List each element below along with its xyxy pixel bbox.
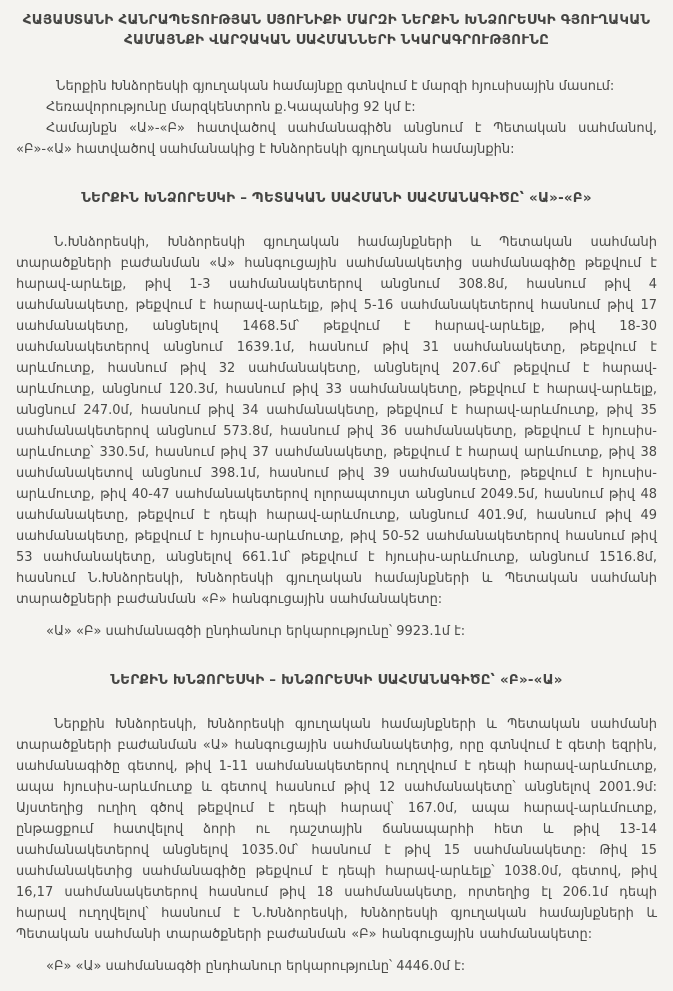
section-state-border-total-length: «Ա» «Բ» սահմանագծի ընդհանուր երկարությունը՝ 9923.1մ է: — [46, 624, 466, 639]
document-title-line1: ՀԱՅԱՍՏԱՆԻ ՀԱՆՐԱՊԵՏՈՒԹՅԱՆ ՍՅՈՒՆԻՔԻ ՄԱՐԶԻ ՆԵՐՔԻՆ ԽՆՁՈՐԵՍԿԻ ԳՅՈՒՂԱԿԱՆ — [22, 12, 651, 28]
section-khndzoresk-heading: ՆԵՐՔԻՆ ԽՆՁՈՐԵՍԿԻ – ԽՆՁՈՐԵՍԿԻ ՍԱՀՄԱՆԱԳԻԾԸ՝ «Բ»-«Ա» — [110, 672, 563, 688]
intro-location-sentence: Ներքին Խնձորեսկի գյուղական համայնքը գտնվում է մարզի հյուսիսային մասում: — [56, 79, 615, 94]
section-khndzoresk-body: Ներքին Խնձորեսկի, Խնձորեսկի գյուղական համայնքների և Պետական սահմանի տարածքների բաժանման «Ա» հանգուցային սահմանակետից, որը գտնվում է գետի եզրին, սահմանագիծը գետով, թիվ 1-11 սահմանակետերով ուղղվում է դեպի հարավ-արևմուտք, ապա հյուսիս-արևմուտք և գետով հասնում թիվ 12 սահմանակետը՝ անցնելով 2001.9մ: Այստեղից ուղիղ գծով թեքվում է դեպի հարավ՝ 167.0մ, ապա հարավ-արևմուտք, ընթացքում հատվելով ձորի ու դաշտային ճանապարհի հետ և թիվ 13-14 սահմանակետերով անցնելով 1035.0մ՝ հասնում է թիվ 15 սահմանակետը: Թիվ 15 սահմանակետից սահմանագիծը թեքվում է դեպի հարավ-արևելք՝ 1038.0մ, գետով, թիվ 16,17 սահմանակետերով հասնում թիվ 18 սահմանակետը, որտեղից էլ 206.1մ դեպի հարավ ուղղվելով՝ հասնում է Ն.Խնձորեսկի, Խնձորեսկի գյուղական համայնքների և Պետական սահմանի տարածքների բաժանման «Բ» հանգուցային սահմանակետը: — [16, 717, 657, 942]
section-state-border-body: Ն.Խնձորեսկի, Խնձորեսկի գյուղական համայնքների և Պետական սահմանի տարածքների բաժանման «Ա» հանգուցային սահմանակետից սահմանագիծը թեքվում է հարավ-արևելք, թիվ 1-3 սահմանակետերով անցնում 308.8մ, հասնում թիվ 4 սահմանակետը, թեքվում է հարավ-արևելք, թիվ 5-16 սահմանակետերով հասնում թիվ 17 սահմանակետը, անցնելով 1468.5մ՝ թեքվում է հարավ-արևելք, թիվ 18-30 սահմանակետերով անցնում 1639.1մ, հասնում թիվ 31 սահմանակետը, թեքվում է արևմուտք, հասնում թիվ 32 սահմանակետը, անցնելով 207.6մ՝ թեքվում է հարավ-արևմուտք, անցնում 120.3մ, հասնում թիվ 33 սահմանակետը, թեքվում է հարավ-արևելք, անցնում 247.0մ, հասնում թիվ 34 սահմանակետը, թեքվում է հարավ-արևմուտք, թիվ 35 սահմանակետերով անցնում 573.8մ, հասնում թիվ 36 սահմանակետը, թեքվում է հյուսիս-արևմուտք՝ 330.5մ, հասնում թիվ 37 սահմանակետը, թեքվում է հարավ արևմուտք, թիվ 38 սահմանակետով անցնում 398.1մ, հասնում թիվ 39 սահմանակետը, թեքվում է հյուսիս-արևմուտք, թիվ 40-47 սահմանակետերով ոլորապտույտ անցնում 2049.5մ, հասնում թիվ 48 սահմանակետը, թեքվում է դեպի հարավ-արևմուտք, անցնում 401.9մ, հասնում թիվ 49 սահմանակետը, թեքվում է հյուսիս-արևմուտք, թիվ 50-52 սահմանակետերով հասնում թիվ 53 սահմանակետը, անցնելով 661.1մ՝ թեքվում է հյուսիս-արևմուտք, անցնում 1516.8մ, հասնում Ն.Խնձորեսկի, Խնձորեսկի գյուղական համայնքների և Պետական սահմանի տարածքների բաժանման «Բ» հանգուցային սահմանակետը: — [16, 235, 657, 607]
intro-distance-sentence: Հեռավորությունը մարզկենտրոն ք.Կապանից 92 կմ է: — [46, 100, 416, 115]
section-khndzoresk-total-length: «Բ» «Ա» սահմանագծի ընդհանուր երկարությունը՝ 4446.0մ է: — [46, 959, 466, 974]
section-state-border-heading: ՆԵՐՔԻՆ ԽՆՁՈՐԵՍԿԻ – ՊԵՏԱԿԱՆ ՍԱՀՄԱՆԻ ՍԱՀՄԱՆԱԳԻԾԸ՝ «Ա»-«Բ» — [81, 190, 592, 206]
document-title-line2: ՀԱՄԱՅՆՔԻ ՎԱՐՉԱԿԱՆ ՍԱՀՄԱՆՆԵՐԻ ՆԿԱՐԱԳՐՈՒԹՅՈՒՆԸ — [124, 32, 549, 48]
intro-adjacency-sentence: Համայնքն «Ա»-«Բ» հատվածով սահմանագիծն անցնում է Պետական սահմանով, «Բ»-«Ա» հատվածով սահմանակից է Խնձորեսկի գյուղական համայնքին: — [16, 121, 657, 157]
document-title — [16, 10, 657, 50]
